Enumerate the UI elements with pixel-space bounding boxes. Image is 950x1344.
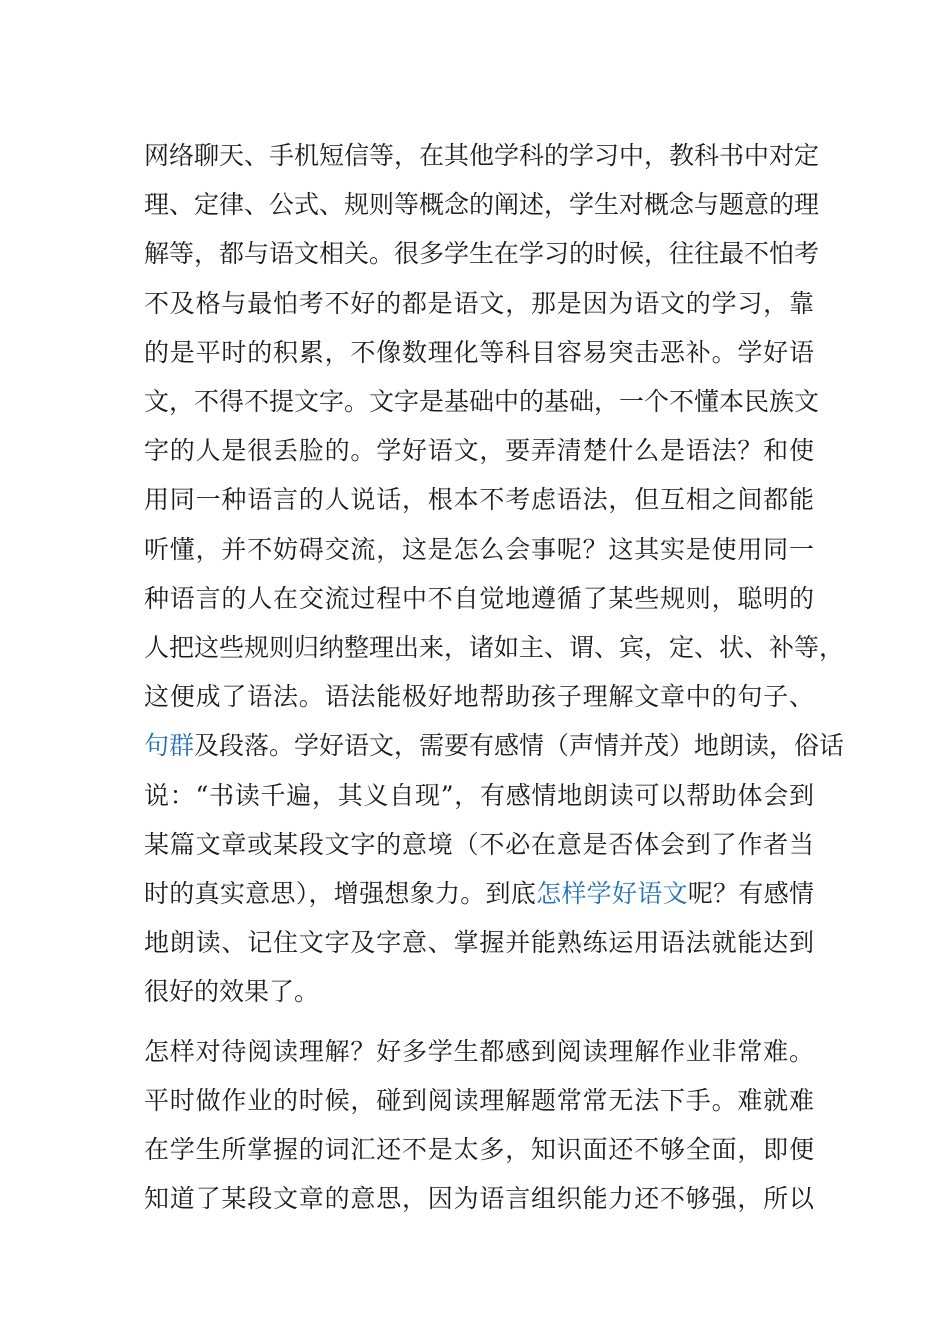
text-line: 理、定律、公式、规则等概念的阐述，学生对概念与题意的理 — [144, 190, 820, 220]
text-line: 解等，都与语文相关。很多学生在学习的时候，往往最不怕考 — [144, 239, 820, 269]
paragraph-chinese-learning — [144, 131, 845, 1017]
text-line: 在学生所掌握的词汇还不是太多，知识面还不够全面，即便 — [144, 1135, 814, 1164]
text-segment: 时的真实意思），增强想象力。到底 — [144, 879, 537, 909]
text-line: 很好的效果了。 — [144, 977, 320, 1007]
link-how-to-learn-chinese[interactable]: 怎样学好语文 — [536, 879, 688, 909]
paragraph-reading-comprehension — [144, 1027, 814, 1223]
link-sentence-group[interactable]: 句群 — [144, 731, 195, 761]
text-line: 听懂，并不妨碍交流，这是怎么会事呢？这其实是使用同一 — [144, 534, 814, 564]
text-line-with-link — [144, 721, 845, 770]
text-line: 不及格与最怕考不好的都是语文，那是因为语文的学习，靠 — [144, 288, 814, 318]
text-line-with-link — [144, 869, 814, 918]
text-line: 人把这些规则归纳整理出来，诸如主、谓、宾，定、状、补等， — [144, 633, 845, 663]
text-line: 这便成了语法。语法能极好地帮助孩子理解文章中的句子、 — [144, 682, 814, 712]
text-line: 网络聊天、手机短信等，在其他学科的学习中，教科书中对定 — [144, 141, 820, 170]
text-line: 文，不得不提文字。文字是基础中的基础，一个不懂本民族文 — [144, 387, 820, 417]
text-line: 用同一种语言的人说话，根本不考虑语法，但互相之间都能 — [144, 485, 814, 515]
text-line: 的是平时的积累，不像数理化等科目容易突击恶补。学好语 — [144, 337, 814, 367]
text-segment: 及段落。学好语文，需要有感情（声情并茂）地朗读，俗话 — [194, 731, 845, 761]
text-line: 地朗读、记住文字及字意、掌握并能熟练运用语法就能达到 — [144, 928, 814, 958]
text-segment: 呢？有感情 — [687, 879, 814, 909]
text-line: 某篇文章或某段文字的意境（不必在意是否体会到了作者当 — [144, 829, 814, 859]
text-line: 字的人是很丢脸的。学好语文，要弄清楚什么是语法？和使 — [144, 436, 814, 466]
text-line: 知道了某段文章的意思，因为语言组织能力还不够强，所以 — [144, 1184, 814, 1213]
text-line: 平时做作业的时候，碰到阅读理解题常常无法下手。难就难 — [144, 1086, 814, 1115]
text-line: 种语言的人在交流过程中不自觉地遵循了某些规则，聪明的 — [144, 583, 814, 613]
text-line: 说：“书读千遍，其义自现”，有感情地朗读可以帮助体会到 — [144, 780, 814, 810]
text-line: 怎样对待阅读理解？好多学生都感到阅读理解作业非常难。 — [144, 1037, 814, 1066]
